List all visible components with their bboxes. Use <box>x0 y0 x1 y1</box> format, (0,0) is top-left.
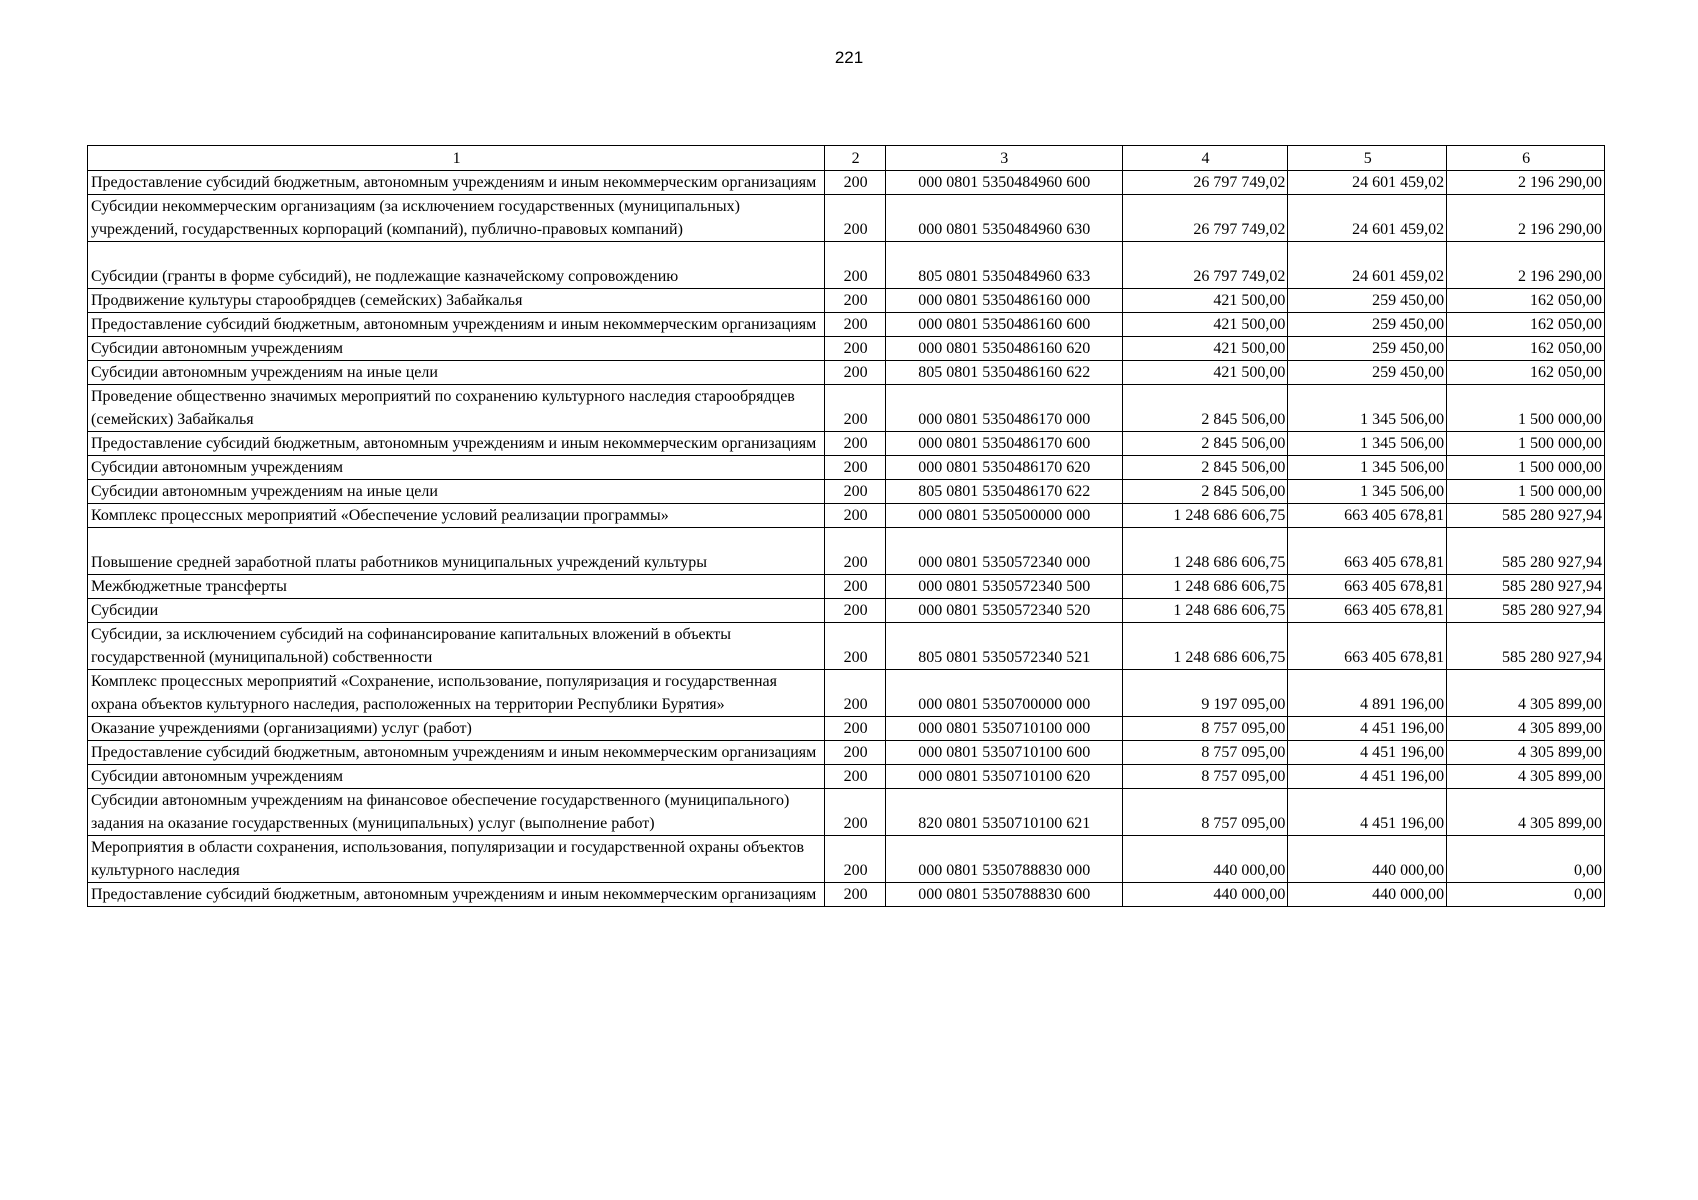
row-name-cell: Предоставление субсидий бюджетным, автономным учреждениям и иным некоммерческим организациям <box>88 313 825 337</box>
row-admin-cell: 200 <box>825 171 886 195</box>
header-cell: 2 <box>825 146 886 171</box>
row-col5-cell: 440 000,00 <box>1288 883 1447 907</box>
row-name-cell: Комплекс процессных мероприятий «Сохранение, использование, популяризация и государственная охрана объектов культурного наследия, расположенных на территории Республики Бурятия» <box>88 670 825 717</box>
row-name-cell: Субсидии автономным учреждениям <box>88 765 825 789</box>
row-col4-cell: 8 757 095,00 <box>1122 717 1288 741</box>
row-code-cell: 000 0801 5350500000 000 <box>885 504 1122 528</box>
row-col5-cell: 4 451 196,00 <box>1288 789 1447 836</box>
row-name-cell: Проведение общественно значимых мероприятий по сохранению культурного наследия старообрядцев (семейских) Забайкалья <box>88 385 825 432</box>
header-cell: 1 <box>88 146 825 171</box>
row-admin-cell: 200 <box>825 599 886 623</box>
row-col6-cell: 4 305 899,00 <box>1447 741 1605 765</box>
row-col4-cell: 2 845 506,00 <box>1122 432 1288 456</box>
row-col6-cell: 0,00 <box>1447 836 1605 883</box>
row-admin-cell: 200 <box>825 504 886 528</box>
row-code-cell: 000 0801 5350484960 630 <box>885 195 1122 242</box>
row-col5-cell: 1 345 506,00 <box>1288 480 1447 504</box>
row-col4-cell: 2 845 506,00 <box>1122 456 1288 480</box>
row-name-cell: Предоставление субсидий бюджетным, автономным учреждениям и иным некоммерческим организациям <box>88 432 825 456</box>
row-code-cell: 000 0801 5350572340 000 <box>885 528 1122 575</box>
row-admin-cell: 200 <box>825 361 886 385</box>
row-col5-cell: 259 450,00 <box>1288 337 1447 361</box>
row-name-cell: Предоставление субсидий бюджетным, автономным учреждениям и иным некоммерческим организациям <box>88 883 825 907</box>
table-row <box>88 195 1605 242</box>
row-admin-cell: 200 <box>825 623 886 670</box>
row-col5-cell: 4 451 196,00 <box>1288 717 1447 741</box>
row-code-cell: 000 0801 5350710100 600 <box>885 741 1122 765</box>
row-admin-cell: 200 <box>825 575 886 599</box>
row-col4-cell: 2 845 506,00 <box>1122 385 1288 432</box>
row-name-cell: Комплекс процессных мероприятий «Обеспечение условий реализации программы» <box>88 504 825 528</box>
row-code-cell: 000 0801 5350486160 620 <box>885 337 1122 361</box>
row-col5-cell: 259 450,00 <box>1288 289 1447 313</box>
row-col6-cell: 162 050,00 <box>1447 361 1605 385</box>
header-cell: 5 <box>1288 146 1447 171</box>
table-row <box>88 528 1605 575</box>
row-col4-cell: 1 248 686 606,75 <box>1122 599 1288 623</box>
row-col6-cell: 585 280 927,94 <box>1447 623 1605 670</box>
row-col6-cell: 2 196 290,00 <box>1447 195 1605 242</box>
row-admin-cell: 200 <box>825 836 886 883</box>
table-row <box>88 289 1605 313</box>
row-name-cell: Субсидии <box>88 599 825 623</box>
page-number: 221 <box>834 48 864 67</box>
table-row <box>88 765 1605 789</box>
row-col5-cell: 259 450,00 <box>1288 313 1447 337</box>
row-col6-cell: 585 280 927,94 <box>1447 504 1605 528</box>
row-col6-cell: 4 305 899,00 <box>1447 670 1605 717</box>
row-code-cell: 000 0801 5350486170 600 <box>885 432 1122 456</box>
row-name-cell: Предоставление субсидий бюджетным, автономным учреждениям и иным некоммерческим организациям <box>88 171 825 195</box>
row-col6-cell: 0,00 <box>1447 883 1605 907</box>
row-name-cell: Межбюджетные трансферты <box>88 575 825 599</box>
row-col4-cell: 440 000,00 <box>1122 836 1288 883</box>
row-col4-cell: 26 797 749,02 <box>1122 195 1288 242</box>
table-row <box>88 670 1605 717</box>
table-row <box>88 171 1605 195</box>
table-row <box>88 242 1605 289</box>
row-admin-cell: 200 <box>825 883 886 907</box>
row-col5-cell: 24 601 459,02 <box>1288 195 1447 242</box>
row-admin-cell: 200 <box>825 289 886 313</box>
row-col4-cell: 1 248 686 606,75 <box>1122 504 1288 528</box>
row-code-cell: 000 0801 5350486170 620 <box>885 456 1122 480</box>
row-col4-cell: 8 757 095,00 <box>1122 741 1288 765</box>
table-row <box>88 717 1605 741</box>
row-name-cell: Субсидии (гранты в форме субсидий), не подлежащие казначейскому сопровождению <box>88 242 825 289</box>
row-col6-cell: 585 280 927,94 <box>1447 528 1605 575</box>
row-col4-cell: 1 248 686 606,75 <box>1122 528 1288 575</box>
row-col5-cell: 663 405 678,81 <box>1288 575 1447 599</box>
row-admin-cell: 200 <box>825 789 886 836</box>
row-code-cell: 000 0801 5350486170 000 <box>885 385 1122 432</box>
row-col5-cell: 4 891 196,00 <box>1288 670 1447 717</box>
row-col5-cell: 440 000,00 <box>1288 836 1447 883</box>
row-col6-cell: 585 280 927,94 <box>1447 575 1605 599</box>
row-name-cell: Субсидии автономным учреждениям <box>88 456 825 480</box>
table-body <box>88 171 1605 907</box>
row-name-cell: Субсидии автономным учреждениям на иные цели <box>88 480 825 504</box>
row-col5-cell: 663 405 678,81 <box>1288 623 1447 670</box>
table-row <box>88 432 1605 456</box>
row-code-cell: 805 0801 5350572340 521 <box>885 623 1122 670</box>
row-col4-cell: 421 500,00 <box>1122 337 1288 361</box>
row-col6-cell: 4 305 899,00 <box>1447 765 1605 789</box>
table-row <box>88 504 1605 528</box>
row-name-cell: Предоставление субсидий бюджетным, автономным учреждениям и иным некоммерческим организациям <box>88 741 825 765</box>
row-col4-cell: 421 500,00 <box>1122 313 1288 337</box>
row-col5-cell: 1 345 506,00 <box>1288 432 1447 456</box>
row-admin-cell: 200 <box>825 337 886 361</box>
row-admin-cell: 200 <box>825 432 886 456</box>
budget-table <box>87 145 1605 907</box>
header-cell: 4 <box>1122 146 1288 171</box>
table-row <box>88 575 1605 599</box>
row-name-cell: Мероприятия в области сохранения, использования, популяризации и государственной охраны объектов культурного наследия <box>88 836 825 883</box>
header-cell: 3 <box>885 146 1122 171</box>
row-col4-cell: 9 197 095,00 <box>1122 670 1288 717</box>
row-col4-cell: 26 797 749,02 <box>1122 171 1288 195</box>
row-admin-cell: 200 <box>825 670 886 717</box>
row-col6-cell: 162 050,00 <box>1447 289 1605 313</box>
table-row <box>88 337 1605 361</box>
row-name-cell: Повышение средней заработной платы работников муниципальных учреждений культуры <box>88 528 825 575</box>
row-code-cell: 000 0801 5350788830 000 <box>885 836 1122 883</box>
row-code-cell: 000 0801 5350572340 500 <box>885 575 1122 599</box>
row-col5-cell: 663 405 678,81 <box>1288 528 1447 575</box>
row-code-cell: 000 0801 5350788830 600 <box>885 883 1122 907</box>
row-col6-cell: 1 500 000,00 <box>1447 432 1605 456</box>
row-col4-cell: 8 757 095,00 <box>1122 765 1288 789</box>
row-name-cell: Оказание учреждениями (организациями) услуг (работ) <box>88 717 825 741</box>
table-row <box>88 456 1605 480</box>
row-name-cell: Субсидии автономным учреждениям на иные цели <box>88 361 825 385</box>
table-row <box>88 789 1605 836</box>
row-col4-cell: 421 500,00 <box>1122 289 1288 313</box>
row-admin-cell: 200 <box>825 385 886 432</box>
row-col5-cell: 663 405 678,81 <box>1288 599 1447 623</box>
row-col4-cell: 421 500,00 <box>1122 361 1288 385</box>
table-row <box>88 480 1605 504</box>
row-col6-cell: 2 196 290,00 <box>1447 242 1605 289</box>
row-code-cell: 805 0801 5350486160 622 <box>885 361 1122 385</box>
row-col5-cell: 259 450,00 <box>1288 361 1447 385</box>
row-col5-cell: 1 345 506,00 <box>1288 385 1447 432</box>
row-admin-cell: 200 <box>825 480 886 504</box>
row-col6-cell: 2 196 290,00 <box>1447 171 1605 195</box>
row-col4-cell: 8 757 095,00 <box>1122 789 1288 836</box>
row-code-cell: 000 0801 5350572340 520 <box>885 599 1122 623</box>
row-admin-cell: 200 <box>825 456 886 480</box>
row-col5-cell: 4 451 196,00 <box>1288 765 1447 789</box>
row-col6-cell: 4 305 899,00 <box>1447 789 1605 836</box>
row-name-cell: Субсидии некоммерческим организациям (за исключением государственных (муниципальных) учреждений, государственных корпораций (компаний), публично-правовых компаний) <box>88 195 825 242</box>
header-cell: 6 <box>1447 146 1605 171</box>
row-admin-cell: 200 <box>825 195 886 242</box>
row-admin-cell: 200 <box>825 528 886 575</box>
row-col4-cell: 2 845 506,00 <box>1122 480 1288 504</box>
row-code-cell: 805 0801 5350484960 633 <box>885 242 1122 289</box>
row-admin-cell: 200 <box>825 741 886 765</box>
row-name-cell: Субсидии, за исключением субсидий на софинансирование капитальных вложений в объекты государственной (муниципальной) собственности <box>88 623 825 670</box>
row-name-cell: Субсидии автономным учреждениям <box>88 337 825 361</box>
row-admin-cell: 200 <box>825 765 886 789</box>
row-name-cell: Субсидии автономным учреждениям на финансовое обеспечение государственного (муниципального) задания на оказание государственных (муниципальных) услуг (выполнение работ) <box>88 789 825 836</box>
row-col6-cell: 1 500 000,00 <box>1447 385 1605 432</box>
row-col6-cell: 162 050,00 <box>1447 337 1605 361</box>
row-admin-cell: 200 <box>825 242 886 289</box>
row-col4-cell: 1 248 686 606,75 <box>1122 575 1288 599</box>
row-col4-cell: 1 248 686 606,75 <box>1122 623 1288 670</box>
table-row <box>88 741 1605 765</box>
table-row <box>88 623 1605 670</box>
table-row <box>88 883 1605 907</box>
row-col5-cell: 1 345 506,00 <box>1288 456 1447 480</box>
row-col6-cell: 1 500 000,00 <box>1447 480 1605 504</box>
row-col4-cell: 26 797 749,02 <box>1122 242 1288 289</box>
row-code-cell: 805 0801 5350486170 622 <box>885 480 1122 504</box>
table-row <box>88 599 1605 623</box>
row-col6-cell: 162 050,00 <box>1447 313 1605 337</box>
table-row <box>88 361 1605 385</box>
row-col6-cell: 1 500 000,00 <box>1447 456 1605 480</box>
row-col5-cell: 24 601 459,02 <box>1288 242 1447 289</box>
row-col6-cell: 585 280 927,94 <box>1447 599 1605 623</box>
row-col4-cell: 440 000,00 <box>1122 883 1288 907</box>
table-row <box>88 313 1605 337</box>
row-admin-cell: 200 <box>825 717 886 741</box>
row-admin-cell: 200 <box>825 313 886 337</box>
row-col6-cell: 4 305 899,00 <box>1447 717 1605 741</box>
header-row <box>88 146 1605 171</box>
row-code-cell: 000 0801 5350486160 600 <box>885 313 1122 337</box>
row-code-cell: 820 0801 5350710100 621 <box>885 789 1122 836</box>
row-code-cell: 000 0801 5350710100 620 <box>885 765 1122 789</box>
row-code-cell: 000 0801 5350484960 600 <box>885 171 1122 195</box>
table-row <box>88 385 1605 432</box>
row-name-cell: Продвижение культуры старообрядцев (семейских) Забайкалья <box>88 289 825 313</box>
row-col5-cell: 663 405 678,81 <box>1288 504 1447 528</box>
row-code-cell: 000 0801 5350486160 000 <box>885 289 1122 313</box>
table-row <box>88 836 1605 883</box>
row-col5-cell: 4 451 196,00 <box>1288 741 1447 765</box>
row-code-cell: 000 0801 5350710100 000 <box>885 717 1122 741</box>
row-code-cell: 000 0801 5350700000 000 <box>885 670 1122 717</box>
row-col5-cell: 24 601 459,02 <box>1288 171 1447 195</box>
